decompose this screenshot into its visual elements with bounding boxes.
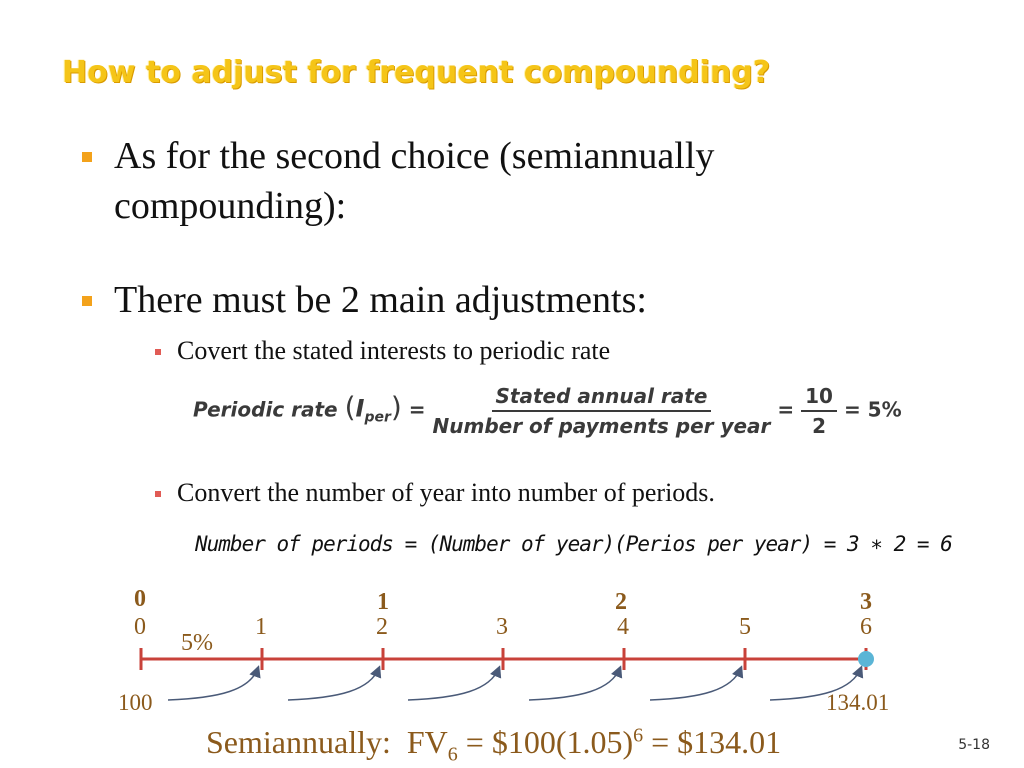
fraction-denominator: Number of payments per year	[432, 414, 771, 438]
compounding-arrow-1	[168, 668, 258, 700]
summary-fv-subscript: 6	[447, 743, 458, 766]
future-value-label: 134.01	[826, 690, 890, 715]
timeline-year-1: 1	[377, 589, 389, 615]
timeline-year-2: 2	[615, 589, 627, 615]
fraction-value-denominator: 2	[812, 414, 826, 438]
sub-bullet-text-1: Covert the stated interests to periodic rate	[177, 336, 611, 365]
timeline-end-dot	[858, 651, 874, 667]
present-value-label: 100	[118, 690, 153, 715]
value-fraction	[801, 384, 837, 438]
summary-equation-part-2: = $134.01	[643, 724, 782, 760]
timeline-period-6: 6	[860, 614, 872, 640]
fraction-value-numerator: 10	[801, 384, 837, 412]
sub-bullet-text-2: Convert the number of year into number of periods.	[177, 478, 715, 507]
slide-number: 5-18	[958, 737, 990, 753]
bullet-1-line-1: As for the second choice (semiannually	[114, 135, 715, 177]
bullet-marker	[82, 296, 92, 306]
bullet-marker	[82, 152, 92, 162]
periodic-rate-formula: Periodic rate $(I_{per})$ = $\frac{\text{Stated annual rate}}{\text{Number of payments per year}}$ = $\frac{10}{2}$ = 5%	[193, 384, 902, 438]
bullet-text-2: There must be 2 main adjustments:	[114, 279, 647, 321]
timeline-period-0: 0	[134, 614, 146, 640]
summary-fv: FV	[406, 724, 448, 760]
timeline-year-3: 3	[860, 589, 872, 615]
timeline-period-4: 4	[617, 614, 629, 640]
rate-fraction	[433, 384, 771, 438]
timeline-period-5: 5	[739, 614, 751, 640]
summary-exponent: 6	[633, 724, 644, 747]
formula-lhs-subscript: per	[364, 409, 391, 426]
formula-lhs-prefix: Periodic rate	[193, 397, 345, 422]
timeline-period-2: 2	[376, 614, 388, 640]
compounding-arrow-2	[288, 668, 379, 700]
timeline-period-3: 3	[496, 614, 508, 640]
formula-result: = 5%	[843, 397, 902, 422]
bullet-text-1	[114, 131, 714, 231]
compounding-arrow-5	[650, 668, 741, 700]
summary-equation	[206, 724, 781, 766]
summary-label: Semiannually:	[206, 724, 391, 760]
slide-title: How to adjust for frequent compounding?	[62, 55, 771, 90]
bullet-1-line-2: compounding):	[114, 185, 347, 227]
timeline-rate-label: 5%	[181, 630, 213, 656]
formula-lhs-symbol: I	[355, 394, 365, 423]
timeline-year-0: 0	[134, 586, 146, 612]
fraction-numerator: Stated annual rate	[492, 384, 712, 412]
timeline-period-1: 1	[255, 614, 267, 640]
summary-equation-part-1: = $100(1.05)	[457, 724, 634, 760]
sub-bullet-marker	[155, 349, 161, 355]
number-of-periods-formula: Number of periods = (Number of year)(Perios per year) = 3 ∗ 2 = 6	[195, 532, 952, 556]
sub-bullet-marker	[155, 491, 161, 497]
compounding-arrow-3	[408, 668, 499, 700]
compounding-arrow-4	[529, 668, 620, 700]
